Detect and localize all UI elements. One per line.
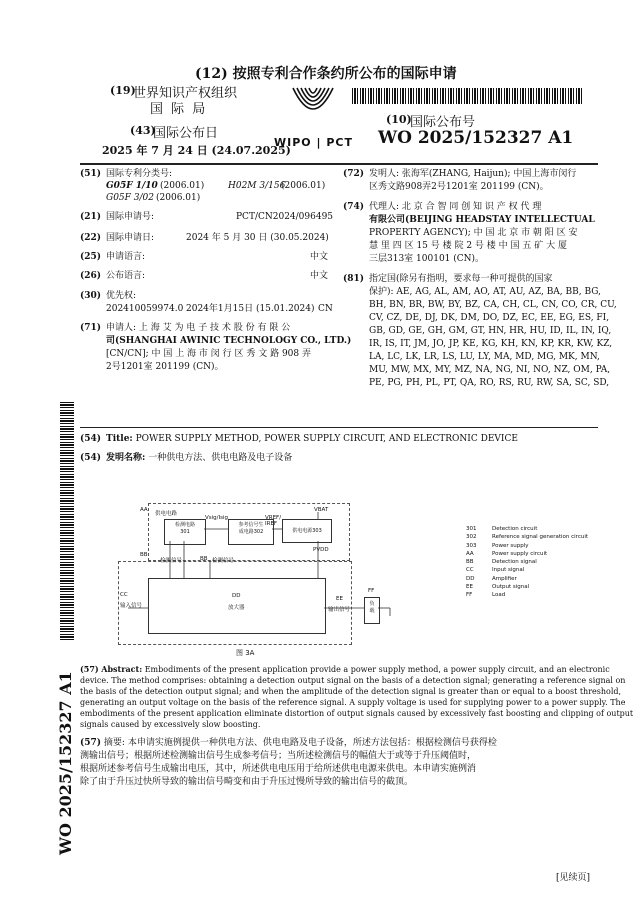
label-bb-text1: 检测信号 xyxy=(160,558,183,564)
header-rule xyxy=(80,163,598,165)
field-filing: (22) 国际申请日: xyxy=(80,233,155,243)
power-supply-box: 供电电源303 xyxy=(282,519,332,543)
label-bb-text2: 检测信号 xyxy=(212,558,235,564)
legend-item: AA Power supply circuit xyxy=(466,550,548,557)
figure-caption: 图 3A xyxy=(236,649,255,657)
ipc-1-date: (2006.01) xyxy=(160,181,205,191)
states-line6: IR, IS, IT, JM, JO, JP, KE, KG, KH, KN, KP, KR, KW, KZ, xyxy=(369,339,613,349)
field-agent: (74) 代理人: 北 京 合 智 同 创 知 识 产 权 代 理 xyxy=(343,202,542,212)
label-pvdd: PVDD xyxy=(313,547,329,553)
abstract-en: (57) Abstract: Embodiments of the present application provide a power supply method, a power supply circuit, and an electronic device. The method comprises: obtaining a detection output signal on the basis of a detection signal; generating a reference signal on the basis of the detection output signal; and when the amplitude of the detection signal is greater than or equal to a boost threshold, generating an output voltage on the basis of the reference signal. A supply voltage is used for supplying power to a power supply. The embodiments of the present application eliminate distortion of output signals caused by excessively fast boosting and clipping of output signals caused by excessively slow boosting. xyxy=(80,664,634,729)
title-zh: (54) 发明名称: 一种供电方法、供电电路及电子设备 xyxy=(80,453,293,463)
detection-circuit-box: 检测电路 301 xyxy=(164,519,206,545)
field-applicant: (71) 申请人: 上 海 艾 为 电 子 技 术 股 份 有 限 公 xyxy=(80,323,291,333)
figure-legend xyxy=(466,525,588,600)
field-inventor: (72) 发明人: 张海军(ZHANG, Haijun); 中国上海市闵行 xyxy=(343,169,577,179)
field-appno: (21) 国际申请号: xyxy=(80,212,155,222)
pubdate-label: 国际公布日 xyxy=(153,126,219,141)
states-line8: MU, MW, MX, MY, MZ, NA, NG, NI, NO, NZ, OM, PA, xyxy=(369,365,611,375)
ipc-2-date: (2006.01) xyxy=(281,181,326,191)
label-vref: VREF/ IREF xyxy=(265,515,282,527)
agent-line3: PROPERTY AGENCY); 中 国 北 京 市 朝 阳 区 安 xyxy=(369,228,578,238)
label-cc: CC xyxy=(120,592,128,598)
lang-value: 中文 xyxy=(310,252,329,262)
side-pubno: WO 2025/152327 A1 xyxy=(56,671,75,855)
label-aa: AA xyxy=(140,507,148,513)
priority-country: CN xyxy=(318,304,333,314)
org-line2: 国 际 局 xyxy=(150,102,208,117)
title-en: (54) Title: POWER SUPPLY METHOD, POWER SUPPLY CIRCUIT, AND ELECTRONIC DEVICE xyxy=(80,434,518,444)
barcode-top xyxy=(352,88,582,104)
label-dd-text: 放大器 xyxy=(228,605,245,611)
ipc-1: G05F 1/10 xyxy=(106,181,158,191)
reference-circuit-box: 参考信号生 成电路302 xyxy=(228,519,274,545)
label-ff: FF xyxy=(368,588,375,594)
agent-line2: 有限公司(BEIJING HEADSTAY INTELLECTUAL xyxy=(369,215,595,225)
pubno-num: (10) xyxy=(386,113,412,126)
publang-value: 中文 xyxy=(310,271,329,281)
pubdate-value: 2025 年 7 月 24 日 (24.07.2025) xyxy=(102,144,291,157)
label-bb2: BB xyxy=(200,556,208,562)
states-line3: BH, BN, BR, BW, BY, BZ, CA, CH, CL, CN, CO, CR, CU, xyxy=(369,300,617,310)
states-line9: PE, PG, PH, PL, PT, QA, RO, RS, RU, RW, SA, SC, SD, xyxy=(369,378,610,388)
label-bb1: BB xyxy=(140,552,148,558)
load-box: 负 载 xyxy=(364,597,380,624)
label-dd: DD xyxy=(232,593,241,599)
legend-item: 303 Power supply xyxy=(466,542,529,549)
states-line4: CV, CZ, DE, DJ, DK, DM, DO, DZ, EC, EE, EG, ES, FI, xyxy=(369,313,610,323)
applicant-line2: 司(SHANGHAI AWINIC TECHNOLOGY CO., LTD.) xyxy=(106,336,352,346)
title-rule xyxy=(80,427,598,428)
label-vbat: VBAT xyxy=(314,507,329,513)
legend-item: FF Load xyxy=(466,592,506,599)
legend-item: EE Output signal xyxy=(466,584,530,591)
appno-value: PCT/CN2024/096495 xyxy=(236,212,334,222)
ipc-2: H02M 3/156 xyxy=(228,181,286,191)
legend-item: DD Amplifier xyxy=(466,575,517,582)
agent-line4: 慧 里 四 区 15 号 楼 院 2 号 楼 中 国 五 矿 大 厦 xyxy=(369,241,567,251)
legend-item: CC Input signal xyxy=(466,567,525,574)
priority-number: 202410059974.0 xyxy=(106,304,184,314)
states-line5: GB, GD, GE, GH, GM, GT, HN, HR, HU, ID, IL, IN, IQ, xyxy=(369,326,612,336)
label-ee-text: 输出信号 xyxy=(328,607,351,613)
legend-item: 302 Reference signal generation circuit xyxy=(466,534,589,541)
label-cc-text: 输入信号 xyxy=(120,603,143,609)
states-line2: 保护): AE, AG, AL, AM, AO, AT, AU, AZ, BA, BB, BG, xyxy=(369,287,601,297)
states-line7: LA, LC, LK, LR, LS, LU, LY, MA, MD, MG, MK, MN, xyxy=(369,352,600,362)
applicant-line4: 2号1201室 201199 (CN)。 xyxy=(106,362,224,372)
abstract-zh: (57) 摘要: 本申请实施例提供一种供电方法、供电电路及电子设备，所述方法包括：根据检测信号获得检 测输出信号；根据所述检测输出信号生成参考信号；当所述检测信号的幅值大于或等于升压阈值时， 根据所述参考信号生成输出电压，其中，所述供电电压用于给所述供电电源来供电。本申请实施例消 除了由于升压过快所导致的输出信号畸变和由于升压过慢所导致的输出信号的截顶。 xyxy=(80,738,497,787)
field-lang: (25) 申请语言: xyxy=(80,252,146,262)
inventor-line2: 区秀文路908弄2号1201室 201199 (CN)。 xyxy=(369,182,549,192)
doc-title: (12) 按照专利合作条约所公布的国际申请 xyxy=(195,66,457,82)
legend-item: 301 Detection circuit xyxy=(466,526,538,532)
label-ee: EE xyxy=(336,596,343,602)
applicant-line3: [CN/CN]; 中 国 上 海 市 闵 行 区 秀 文 路 908 弄 xyxy=(106,349,311,359)
pubdate-num: (43) xyxy=(130,124,156,137)
barcode-side xyxy=(60,400,74,640)
wipo-text: WIPO | PCT xyxy=(274,136,353,149)
agent-line5: 三层313室 100101 (CN)。 xyxy=(369,254,485,264)
pubno-value: WO 2025/152327 A1 xyxy=(378,128,574,148)
label-aa-text: 供电电路 xyxy=(155,511,178,517)
ipc-3-date: (2006.01) xyxy=(156,193,201,203)
field-states: (81) 指定国(除另有指明，要求每一种可提供的国家 xyxy=(343,274,553,284)
priority-date: 2024年1月15日 (15.01.2024) xyxy=(186,304,315,314)
filing-value: 2024 年 5 月 30 日 (30.05.2024) xyxy=(186,233,329,243)
org-num: (19) xyxy=(110,84,136,97)
field-priority: (30) 优先权: xyxy=(80,291,137,301)
continued-note: [见续页] xyxy=(556,873,591,883)
field-publang: (26) 公布语言: xyxy=(80,271,146,281)
wipo-logo-icon xyxy=(283,84,343,136)
field-ipc: (51) 国际专利分类号: xyxy=(80,169,173,179)
legend-item: BB Detection signal xyxy=(466,559,537,566)
label-vsig: Vsig/Isig xyxy=(205,515,229,521)
ipc-3: G05F 3/02 xyxy=(106,193,154,203)
pubno-label: 国际公布号 xyxy=(410,115,476,130)
org-line1: 世界知识产权组织 xyxy=(133,86,238,101)
